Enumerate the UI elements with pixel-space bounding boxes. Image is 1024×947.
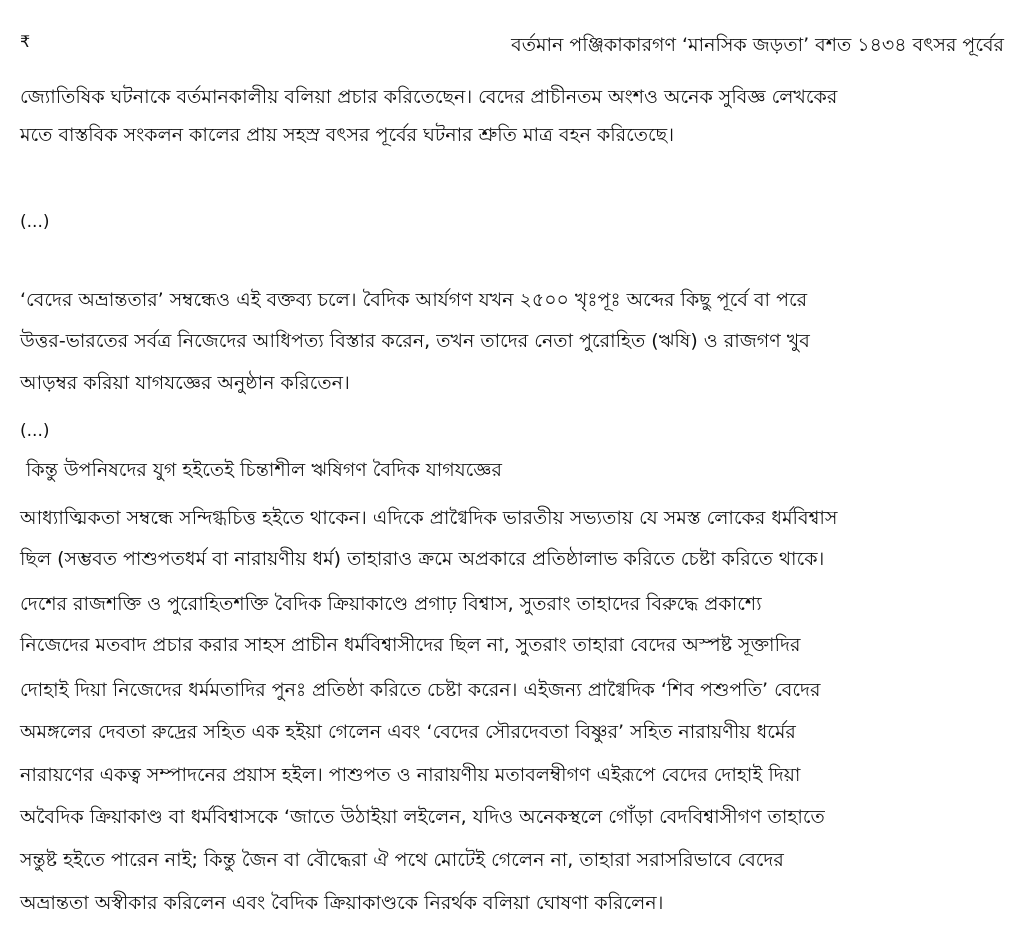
paragraph2-line: আড়ম্বর করিয়া যাগযজ্ঞের অনুষ্ঠান করিতেন।	[20, 372, 350, 394]
paragraph3-line: ছিল (সম্ভবত পাশুপতধর্ম বা নারায়ণীয় ধর্ম) তাহারাও ক্রমে অপ্রকারে প্রতিষ্ঠালাভ করিতে চেষ্টা করিতে থাকে।	[20, 548, 825, 570]
corner-mark: ₹	[20, 32, 31, 51]
ellipsis-marker: (...)	[20, 212, 50, 232]
ellipsis-marker: (...)	[20, 421, 50, 441]
paragraph3-line: দেশের রাজশক্তি ও পুরোহিতশক্তি বৈদিক ক্রিয়াকাণ্ডে প্রগাঢ় বিশ্বাস, সুতরাং তাহাদের বিরুদ্ধে প্রকাশ্যে	[20, 593, 762, 615]
paragraph3-line: নিজেদের মতবাদ প্রচার করার সাহস প্রাচীন ধর্মবিশ্বাসীদের ছিল না, সুতরাং তাহারা বেদের অস্পষ্ট সূক্তাদির	[20, 634, 801, 656]
paragraph3-line: দোহাই দিয়া নিজেদের ধর্মমতাদির পুনঃ প্রতিষ্ঠা করিতে চেষ্টা করেন। এইজন্য প্রাগ্বৈদিক ‘শিব পশুপতি’ বেদের	[20, 679, 821, 701]
paragraph3-line: সন্তুষ্ট হইতে পারেন নাই; কিন্তু জৈন বা বৌদ্ধেরা ঐ পথে মোটেই গেলেন না, তাহারা সরাসরিভাবে বেদের	[20, 849, 784, 871]
paragraph3-line: অবৈদিক ক্রিয়াকাণ্ড বা ধর্মবিশ্বাসকে ‘জাতে উঠাইয়া লইলেন, যদিও অনেকস্থলে গোঁড়া বেদবিশ্বাসীগণ তাহাতে	[20, 806, 825, 828]
paragraph3-line: অভ্রান্ততা অস্বীকার করিলেন এবং বৈদিক ক্রিয়াকাণ্ডকে নিরর্থক বলিয়া ঘোষণা করিলেন।	[20, 892, 664, 914]
paragraph2-line: ‘বেদের অভ্রান্ততার’ সম্বন্ধেও এই বক্তব্য চলে। বৈদিক আর্যগণ যখন ২৫০০ খৃঃপূঃ অব্দের কিছু পূর্বে বা পরে	[20, 289, 808, 311]
paragraph2-line: উত্তর-ভারতের সর্বত্র নিজেদের আধিপত্য বিস্তার করেন, তখন তাদের নেতা পুরোহিত (ঋষি) ও রাজগণ খুব	[20, 330, 810, 352]
paragraph3-line: অমঙ্গলের দেবতা রুদ্রের সহিত এক হইয়া গেলেন এবং ‘বেদের সৌরদেবতা বিষ্ণুর’ সহিত নারায়ণীয় ধর্মের	[20, 721, 796, 743]
paragraph3-lead: কিন্তু উপনিষদের যুগ হইতেই চিন্তাশীল ঋষিগণ বৈদিক যাগযজ্ঞের	[26, 459, 502, 481]
paragraph1-line: জ্যোতিষিক ঘটনাকে বর্তমানকালীয় বলিয়া প্রচার করিতেছেন। বেদের প্রাচীনতম অংশও অনেক সুবিজ্ঞ লেখকের	[20, 86, 838, 108]
paragraph3-line: নারায়ণের একত্ব সম্পাদনের প্রয়াস হইল। পাশুপত ও নারায়ণীয় মতাবলম্বীগণ এইরূপে বেদের দোহাই দিয়া	[20, 764, 801, 786]
paragraph3-line: আধ্যাত্মিকতা সম্বন্ধে সন্দিগ্ধচিত্ত হইতে থাকেন। এদিকে প্রাগ্বৈদিক ভারতীয় সভ্যতায় যে সমস্ত লোকের ধর্মবিশ্বাস	[20, 507, 838, 529]
paragraph1-lead: বর্তমান পঞ্জিকাকারগণ ‘মানসিক জড়তা’ বশত ১৪৩৪ বৎসর পূর্বের	[511, 34, 1004, 56]
paragraph1-line: মতে বাস্তবিক সংকলন কালের প্রায় সহস্র বৎসর পূর্বের ঘটনার শ্রুতি মাত্র বহন করিতেছে।	[20, 124, 674, 146]
